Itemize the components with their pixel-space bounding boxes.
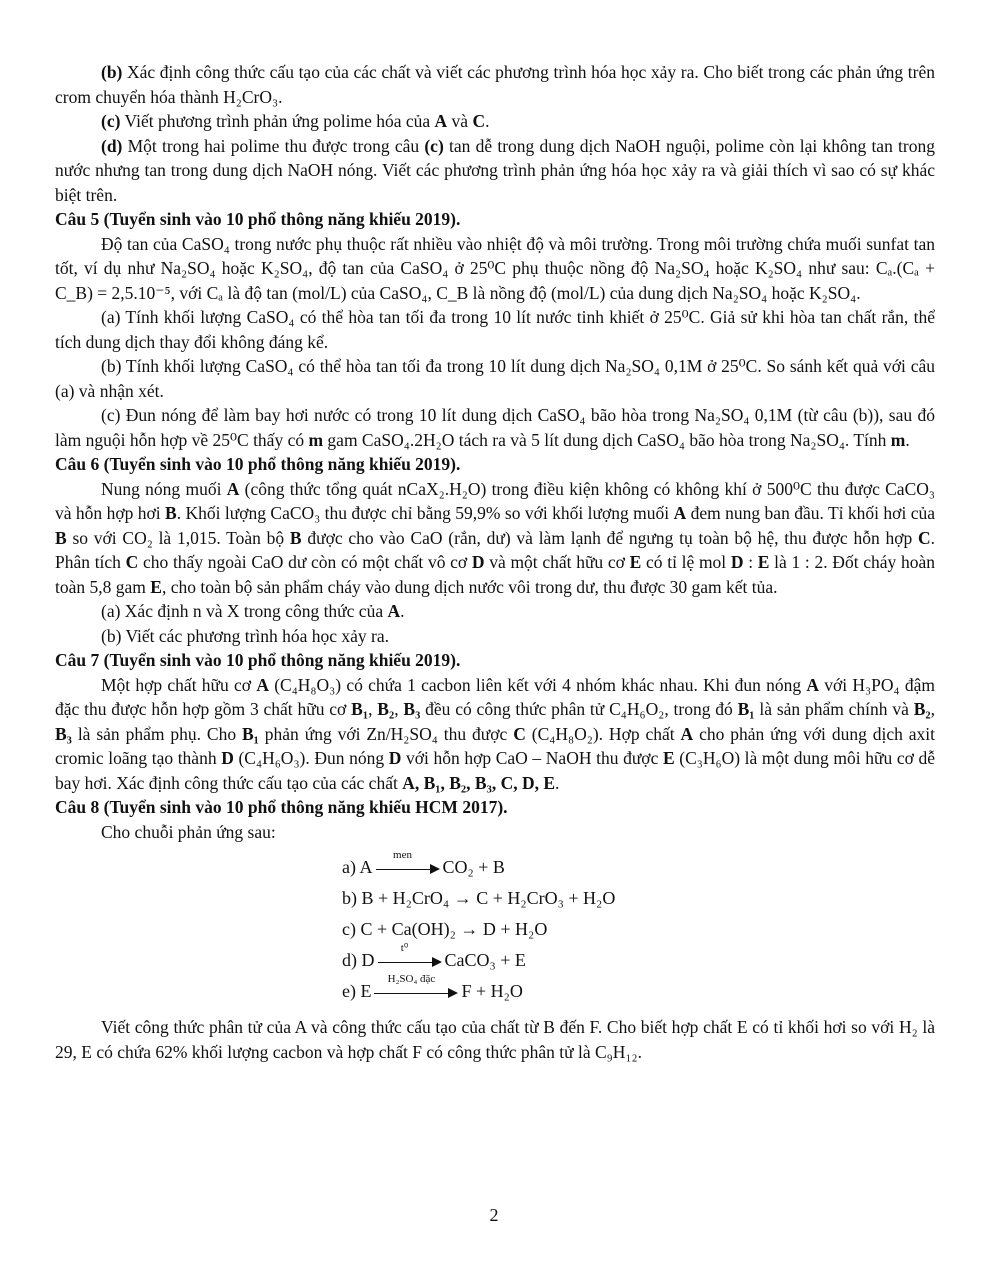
page-content xyxy=(55,60,935,1064)
part-text: . xyxy=(400,601,405,621)
body-text: phản ứng với Zn/H₂SO₄ thu được xyxy=(258,723,514,744)
body-text: Nung nóng muối xyxy=(101,478,227,499)
compound-label: C xyxy=(917,527,931,548)
body-text: đều có công thức phân tử C₄H₆O₂, trong đó xyxy=(420,699,738,719)
part-text: tan dễ trong dung dịch NaOH nguội, polime còn lại không tan trong nước nhưng tan trong dung dịch NaOH nóng. Viết các phương trình phản ứng hóa học xảy ra và giải thích vì sao có sự khác biệt trên. xyxy=(55,135,935,205)
compound-label: D xyxy=(221,748,234,768)
q6-heading: Câu 6 (Tuyển sinh vào 10 phổ thông năng khiếu 2019). xyxy=(55,454,461,474)
q5-part-c xyxy=(55,403,935,452)
q4-part-d xyxy=(55,134,935,208)
body-text: . Khối lượng CaCO₃ thu được chỉ bằng 59,9% so với khối lượng muối xyxy=(176,503,674,523)
compound-label: B₃ xyxy=(55,723,72,744)
part-text: (c) Đun nóng để làm bay hơi nước có trong 10 lít dung dịch CaSO₄ bão hòa trong Na₂SO₄ 0,1M (từ câu (b)), sau đó làm nguội hỗn hợp về 25⁰C thấy có xyxy=(55,405,935,450)
equation-left: d) D xyxy=(342,950,375,970)
body-text: đem nung ban đầu. Tỉ khối hơi của xyxy=(686,503,935,523)
compound-list: A, B₁, B₂, B₃, C, D, E xyxy=(402,772,556,793)
arrow-condition: H₂SO₄ đặc xyxy=(387,972,436,985)
compound-label: B₃ xyxy=(403,699,421,719)
q5-intro: Độ tan của CaSO₄ trong nước phụ thuộc rất nhiều vào nhiệt độ và môi trường. Trong môi trường chứa muối sunfat tan tốt, ví dụ như Na₂SO₄ hoặc K₂SO₄, độ tan của CaSO₄ ở 25⁰C phụ thuộc nồng độ Na₂SO₄ hoặc K₂SO₄ như sau: Cₐ.(Cₐ + C_B) = 2,5.10⁻⁵, với Cₐ là độ tan (mol/L) của CaSO₄, C_B là nồng độ (mol/L) của dung dịch Na₂SO₄ hoặc K₂SO₄. xyxy=(55,233,935,303)
part-label: (c) xyxy=(101,111,121,131)
part-text: Xác định công thức cấu tạo của các chất và viết các phương trình hóa học xảy ra. Cho biết trong các phản ứng trên crom chuyển hóa thành H₂CrO₃. xyxy=(55,62,935,107)
compound-label: B₁ xyxy=(351,699,369,719)
equation-c: c) C + Ca(OH)₂ → D + H₂O xyxy=(342,919,548,939)
compound-label: C xyxy=(513,723,526,744)
compound-label: A xyxy=(256,674,269,695)
equation-d xyxy=(342,941,935,976)
part-text: . xyxy=(485,111,490,131)
compound-label: D xyxy=(730,552,744,572)
compound-label: A xyxy=(226,478,240,499)
q4-part-c xyxy=(55,109,935,134)
compound-label: C xyxy=(472,111,486,131)
part-text: . xyxy=(905,429,910,450)
compound-label: C xyxy=(125,552,139,572)
variable-label: m xyxy=(308,429,324,450)
q7-body xyxy=(55,673,935,796)
part-label: (b) xyxy=(101,62,123,82)
body-text: : xyxy=(743,552,758,572)
equation-a xyxy=(342,848,935,883)
body-text: và một chất hữu cơ xyxy=(484,552,630,572)
compound-label: A xyxy=(680,723,694,744)
reaction-arrow-icon xyxy=(376,848,440,876)
part-text: và xyxy=(447,111,473,131)
body-text: , xyxy=(368,699,378,719)
compound-label: E xyxy=(662,748,675,768)
body-text: (C₄H₆O₃). Đun nóng xyxy=(233,748,389,768)
compound-label: E xyxy=(150,576,162,597)
body-text: là sản phẩm phụ. Cho xyxy=(71,723,242,744)
body-text: so với CO₂ là 1,015. Toàn bộ xyxy=(66,527,290,548)
compound-label: A xyxy=(387,601,401,621)
page-number: 2 xyxy=(489,1205,499,1225)
reaction-arrow-icon xyxy=(374,972,458,1000)
q5-part-a: (a) Tính khối lượng CaSO₄ có thể hòa tan tối đa trong 10 lít nước tinh khiết ở 25⁰C. Giả sử khi hòa tan chất rắn, thể tích dung dịch thay đổi không đáng kể. xyxy=(55,307,935,352)
body-text: , cho toàn bộ sản phẩm cháy vào dung dịch nước vôi trong dư, thu được 30 gam kết tủa. xyxy=(161,576,778,597)
reaction-arrow-icon xyxy=(378,941,442,969)
body-text: được cho vào CaO (rắn, dư) và làm lạnh để ngưng tụ toàn bộ hệ, thu được hỗn hợp xyxy=(301,527,918,548)
compound-label: E xyxy=(629,552,642,572)
compound-label: D xyxy=(388,748,402,768)
q8-heading: Câu 8 (Tuyển sinh vào 10 phổ thông năng khiếu HCM 2017). xyxy=(55,797,508,817)
compound-label: B xyxy=(55,527,67,548)
compound-label: B xyxy=(165,503,177,523)
equation-right: F + H₂O xyxy=(461,981,523,1001)
compound-label: B₁ xyxy=(241,723,259,744)
body-text: với hỗn hợp CaO – NaOH thu được xyxy=(401,748,663,768)
body-text: . Phân tích xyxy=(55,527,935,572)
body-text: có tỉ lệ mol xyxy=(641,552,731,572)
variable-label: m xyxy=(890,429,906,450)
body-text: là 1 : 2. Đốt cháy hoàn toàn 5,8 gam xyxy=(55,552,936,597)
reaction-chain xyxy=(342,848,935,1007)
compound-label: B₂ xyxy=(377,699,395,719)
arrow-condition: men xyxy=(393,848,412,861)
q8-intro: Cho chuỗi phản ứng sau: xyxy=(101,821,276,842)
compound-label: A xyxy=(434,111,448,131)
compound-label: A xyxy=(806,674,820,695)
compound-label: B₂ xyxy=(913,699,931,719)
part-text: gam CaSO₄.2H₂O tách ra và 5 lít dung dịch CaSO₄ bão hòa trong Na₂SO₄. Tính xyxy=(323,429,891,450)
body-text: , xyxy=(930,699,936,719)
body-text: cho thấy ngoài CaO dư còn có một chất vô cơ xyxy=(138,552,472,572)
q6-part-a xyxy=(55,599,935,624)
part-ref: (c) xyxy=(424,135,444,156)
compound-label: B xyxy=(289,527,302,548)
q6-body xyxy=(55,477,935,600)
body-text: . xyxy=(555,772,560,793)
q8-outro: Viết công thức phân tử của A và công thức cấu tạo của chất từ B đến F. Cho biết hợp chất E có tỉ khối hơi so với H₂ là 29, E có chứa 62% khối lượng cacbon và hợp chất F có công thức phân tử là C₉H₁₂. xyxy=(55,1017,935,1062)
body-text: (công thức tổng quát nCaX₂.H₂O) trong điều kiện không có không khí ở 500⁰C thu được CaCO₃ và hỗn hợp hơi xyxy=(55,478,935,523)
body-text: (C₄H₈O₂). Hợp chất xyxy=(525,723,681,744)
part-text: Một trong hai polime thu được trong câu xyxy=(122,135,425,156)
equation-left: a) A xyxy=(342,857,373,877)
compound-label: B₁ xyxy=(737,699,755,719)
compound-label: E xyxy=(757,552,770,572)
body-text: , xyxy=(394,699,404,719)
part-text: Viết phương trình phản ứng polime hóa của xyxy=(120,111,435,131)
part-text: (a) Xác định n và X trong công thức của xyxy=(101,601,388,621)
q5-part-b: (b) Tính khối lượng CaSO₄ có thể hòa tan tối đa trong 10 lít dung dịch Na₂SO₄ 0,1M ở 25⁰C. So sánh kết quả với câu (a) và nhận xét. xyxy=(55,356,935,401)
equation-e xyxy=(342,972,935,1007)
body-text: (C₄H₈O₃) có chứa 1 cacbon liên kết với 4 nhóm khác nhau. Khi đun nóng xyxy=(268,674,807,695)
q4-part-b xyxy=(55,60,935,109)
q5-heading: Câu 5 (Tuyển sinh vào 10 phổ thông năng khiếu 2019). xyxy=(55,209,461,229)
part-label: (d) xyxy=(101,135,123,156)
body-text: là sản phẩm chính và xyxy=(754,699,914,719)
equation-right: CO₂ + B xyxy=(442,857,505,877)
compound-label: D xyxy=(471,552,485,572)
q6-part-b: (b) Viết các phương trình hóa học xảy ra. xyxy=(101,625,390,646)
arrow-condition: t⁰ xyxy=(400,941,409,954)
equation-b: b) B + H₂CrO₄ → C + H₂CrO₃ + H₂O xyxy=(342,888,616,908)
compound-label: A xyxy=(673,503,687,523)
equation-right: CaCO₃ + E xyxy=(444,950,526,970)
body-text: cho phản ứng với dung dịch axit cromic loãng tạo thành xyxy=(55,723,935,768)
equation-left: e) E xyxy=(342,981,372,1001)
body-text: với H₃PO₄ đậm đặc thu được hỗn hợp gồm 3 chất hữu cơ xyxy=(55,674,935,719)
body-text: Một hợp chất hữu cơ xyxy=(101,674,257,695)
body-text: (C₃H₆O) là một dung môi hữu cơ dễ bay hơi. Xác định công thức cấu tạo của các chất xyxy=(55,748,935,793)
q7-heading: Câu 7 (Tuyển sinh vào 10 phổ thông năng khiếu 2019). xyxy=(55,650,461,670)
